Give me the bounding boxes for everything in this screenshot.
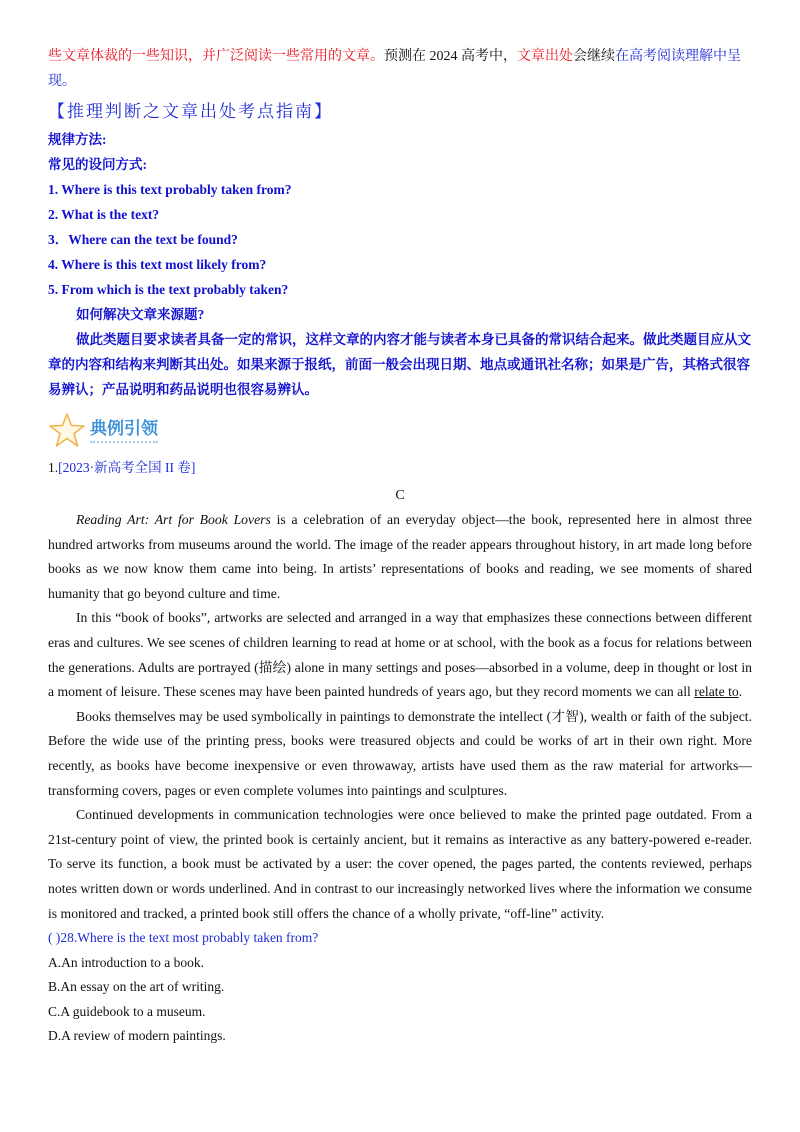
answer-option-d[interactable]: D.A review of modern paintings. (48, 1028, 226, 1044)
paragraph-2-text: In this “book of books”, artworks are selected and arranged in a way that emphasizes these connections between different eras and cultures. We see scenes of children learning to read at home or at school, with the book as a focus for relations between the generations. Adults are portrayed (描绘) alone in many settings and poses—absorbed in a volume, deep in thought or lost in a moment of leisure. These scenes may have been painted hundreds of years ago, but they record moments we can all (48, 610, 752, 700)
passage-paragraph-1 (48, 508, 752, 606)
answer-option-b[interactable]: B.An essay on the art of writing. (48, 979, 225, 995)
question-form-item: 3．Where can the text be found? (48, 232, 238, 247)
badge-label: 典例引领 (90, 418, 158, 443)
intro-segment-3: 文章出处 (517, 49, 573, 64)
intro-paragraph (48, 44, 752, 94)
example-header (48, 456, 752, 480)
intro-segment-5: 在高考阅读理解中呈现。 (48, 49, 741, 89)
passage-paragraph-3: Books themselves may be used symbolically in paintings to demonstrate the intellect (才智), wealth or faith of the subject. Before the wide use of the printing press, books were treasured objects and could be works of art in their own right. More recently, as books have become inexpensive or even throwaway, artists have used them as the raw material for artworks—transforming covers, pages or even complete volumes into paintings and sculptures. (48, 708, 752, 798)
star-icon (48, 412, 86, 448)
example-number: 1. (48, 460, 59, 475)
intro-segment-4: 会继续 (573, 49, 615, 64)
question-28: ( )28.Where is the text most probably taken from? (48, 930, 319, 946)
underlined-phrase: relate to (694, 684, 739, 700)
question-forms-heading: 常见的设问方式: (48, 157, 147, 172)
intro-segment-2: 预测在 2024 高考中， (384, 49, 517, 64)
answer-option-c[interactable]: C.A guidebook to a museum. (48, 1003, 206, 1019)
passage-paragraph-4: Continued developments in communication technologies were once believed to make the printed page outdated. From a 21st-century point of view, the printed book is certainly ancient, but it remains as interactive as any battery-powered e-reader. To serve its function, a book must be activated by a user: the cover opened, the pages parted, the contents reviewed, perhaps notes written down or words underlined. And in contrast to our increasingly networked lives where the information we consume is monitored and tracked, a printed book still offers the chance of a wholly private, “off-line” activity. (48, 807, 752, 921)
passage-paragraph-2 (48, 606, 752, 704)
methods-heading: 规律方法: (48, 132, 107, 147)
question-form-item: 1. Where is this text probably taken from? (48, 182, 292, 197)
paragraph-2-end: . (738, 684, 743, 700)
question-form-item: 4. Where is this text most likely from? (48, 257, 267, 272)
example-source: [2023·新高考全国 II 卷] (58, 460, 196, 475)
guide-title: 【推理判断之文章出处考点指南】 (48, 102, 333, 121)
section-letter: C (395, 488, 405, 503)
question-form-item: 2. What is the text? (48, 207, 160, 222)
intro-segment-1: 些文章体裁的一些知识，并广泛阅读一些常用的文章。 (48, 49, 384, 64)
paragraph-1-text: is a celebration of an everyday object—the book, represented here in almost three hundred artworks from museums around the world. The image of the reader appears throughout history, in art made long before books as we now know them came into being. In artists’ representations of books and reading, we see moments of shared humanity that go beyond culture and time. (48, 512, 752, 601)
example-badge (48, 410, 752, 450)
methods-section (48, 127, 752, 402)
reading-passage (48, 508, 752, 926)
book-title: Reading Art: Art for Book Lovers (76, 512, 271, 527)
question-form-item: 5. From which is the text probably taken? (48, 282, 289, 297)
how-to-heading: 如何解决文章来源题? (76, 307, 205, 322)
document-page (48, 0, 752, 1049)
answer-option-a[interactable]: A.An introduction to a book. (48, 954, 204, 970)
how-to-text: 做此类题目要求读者具备一定的常识，这样文章的内容才能与读者本身已具备的常识结合起来。做此类题目应从文章的内容和结构来判断其出处。如果来源于报纸，前面一般会出现日期、地点或通讯社名称；如果是广告，其格式很容易辨认；产品说明和药品说明也很容易辨认。 (48, 332, 751, 397)
